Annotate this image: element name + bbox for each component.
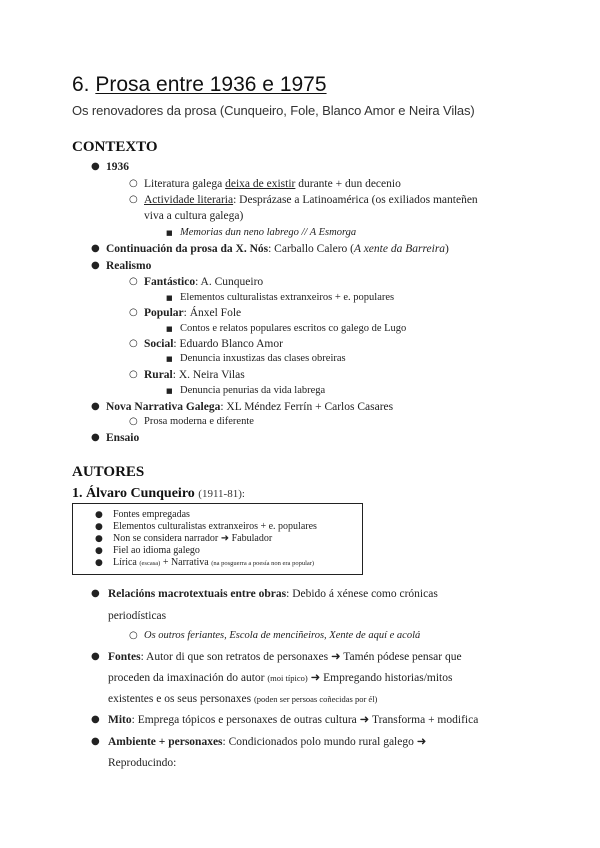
bullet-dot: ● [91, 736, 100, 747]
point-environment-line2: Reproducindo: [108, 757, 177, 769]
bullet-dot: ● [95, 510, 103, 520]
realism-fantastic-sub: Elementos culturalistas extranxeiros + e. populares [180, 292, 395, 303]
bullet-dot: ● [91, 432, 100, 443]
bullet-circle: ○ [129, 194, 138, 205]
bullet-dot: ● [91, 651, 100, 662]
bullet-dot: ● [91, 161, 100, 172]
item-nng-sub: Prosa moderna e diferente [144, 416, 254, 427]
point-relations-works: Os outros feriantes, Escola de menciñeiros, Xente de aquí e acolá [144, 630, 421, 641]
bullet-square: ■ [166, 387, 173, 395]
bullet-circle: ○ [129, 338, 138, 349]
title-text: Prosa entre 1936 e 1975 [95, 73, 327, 96]
bullet-dot: ● [91, 243, 100, 254]
point-myth: Mito: Emprega tópicos e personaxes de outras cultura ➜ Transforma + modifica [108, 714, 479, 726]
bullet-dot: ● [95, 522, 103, 532]
box-item: Elementos culturalistas extranxeiros + e. populares [113, 521, 317, 532]
realism-fantastic: Fantástico: A. Cunqueiro [144, 276, 264, 288]
bullet-dot: ● [95, 534, 103, 544]
point-sources-line3: existentes e os seus personaxes (poden ser persoas coñecidas por él) [108, 693, 378, 705]
item-nng: Nova Narrativa Galega: XL Méndez Ferrín + Carlos Casares [106, 401, 394, 413]
point-sources-line2: proceden da imaxinación do autor (moi típico) ➜ Empregando historias/mitos [108, 672, 453, 684]
bullet-square: ■ [166, 325, 173, 333]
bullet-dot: ● [91, 401, 100, 412]
page-subtitle: Os renovadores da prosa (Cunqueiro, Fole, Blanco Amor e Neira Vilas) [72, 103, 475, 118]
bullet-dot: ● [91, 260, 100, 271]
realism-rural-sub: Denuncia penurias da vida labrega [180, 385, 326, 396]
bullet-circle: ○ [129, 630, 138, 641]
realism-popular-sub: Contos e relatos populares escritos co galego de Lugo [180, 323, 407, 334]
item-1936: 1936 [106, 161, 129, 173]
realism-social-sub: Denuncia inxustizas das clases obreiras [180, 353, 346, 364]
bullet-circle: ○ [129, 416, 138, 427]
bullet-dot: ● [95, 546, 103, 556]
item-realism: Realismo [106, 260, 152, 272]
bullet-dot: ● [91, 714, 100, 725]
authors-heading: AUTORES [72, 464, 145, 480]
bullet-square: ■ [166, 355, 173, 363]
realism-rural: Rural: X. Neira Vilas [144, 369, 245, 381]
bullet-square: ■ [166, 229, 173, 237]
point-relations: Relacións macrotextuais entre obras: Debido á xénese como crónicas [108, 588, 438, 600]
realism-social: Social: Eduardo Blanco Amor [144, 338, 283, 350]
box-item: Fiel ao idioma galego [113, 545, 200, 556]
bullet-dot: ● [91, 588, 100, 599]
summary-box [72, 503, 363, 575]
point-environment: Ambiente + personaxes: Condicionados polo mundo rural galego ➜ [108, 736, 427, 748]
item-1936-line2: Actividade literaria: Desprázase a Latinoamérica (os exiliados manteñen [144, 194, 478, 206]
box-item-last: Lírica (escasa) + Narrativa (na posguerra a poesía non era popular) [113, 557, 315, 568]
item-1936-works: Memorias dun neno labrego // A Esmorga [180, 227, 357, 238]
box-item: Fontes empregadas [113, 509, 190, 520]
realism-popular: Popular: Ánxel Fole [144, 307, 242, 319]
item-1936-line2b: viva a cultura galega) [144, 210, 244, 222]
bullet-dot: ● [95, 558, 103, 568]
bullet-circle: ○ [129, 369, 138, 380]
bullet-circle: ○ [129, 276, 138, 287]
author-cunqueiro-heading: 1. Álvaro Cunqueiro (1911-81): [72, 486, 245, 501]
context-heading: CONTEXTO [72, 139, 158, 155]
box-item: Non se considera narrador ➜ Fabulador [113, 533, 273, 544]
title-number: 6. [72, 73, 90, 96]
page-title [72, 72, 327, 98]
bullet-circle: ○ [129, 307, 138, 318]
point-sources: Fontes: Autor di que son retratos de personaxes ➜ Tamén pódese pensar que [108, 651, 462, 663]
point-relations-line2: periodísticas [108, 610, 167, 622]
item-continuation: Continuación da prosa da X. Nós: Carballo Calero (A xente da Barreira) [106, 243, 449, 255]
item-essay: Ensaio [106, 432, 140, 444]
bullet-circle: ○ [129, 178, 138, 189]
bullet-square: ■ [166, 294, 173, 302]
item-1936-line1: Literatura galega deixa de existir durante + dun decenio [144, 178, 401, 190]
